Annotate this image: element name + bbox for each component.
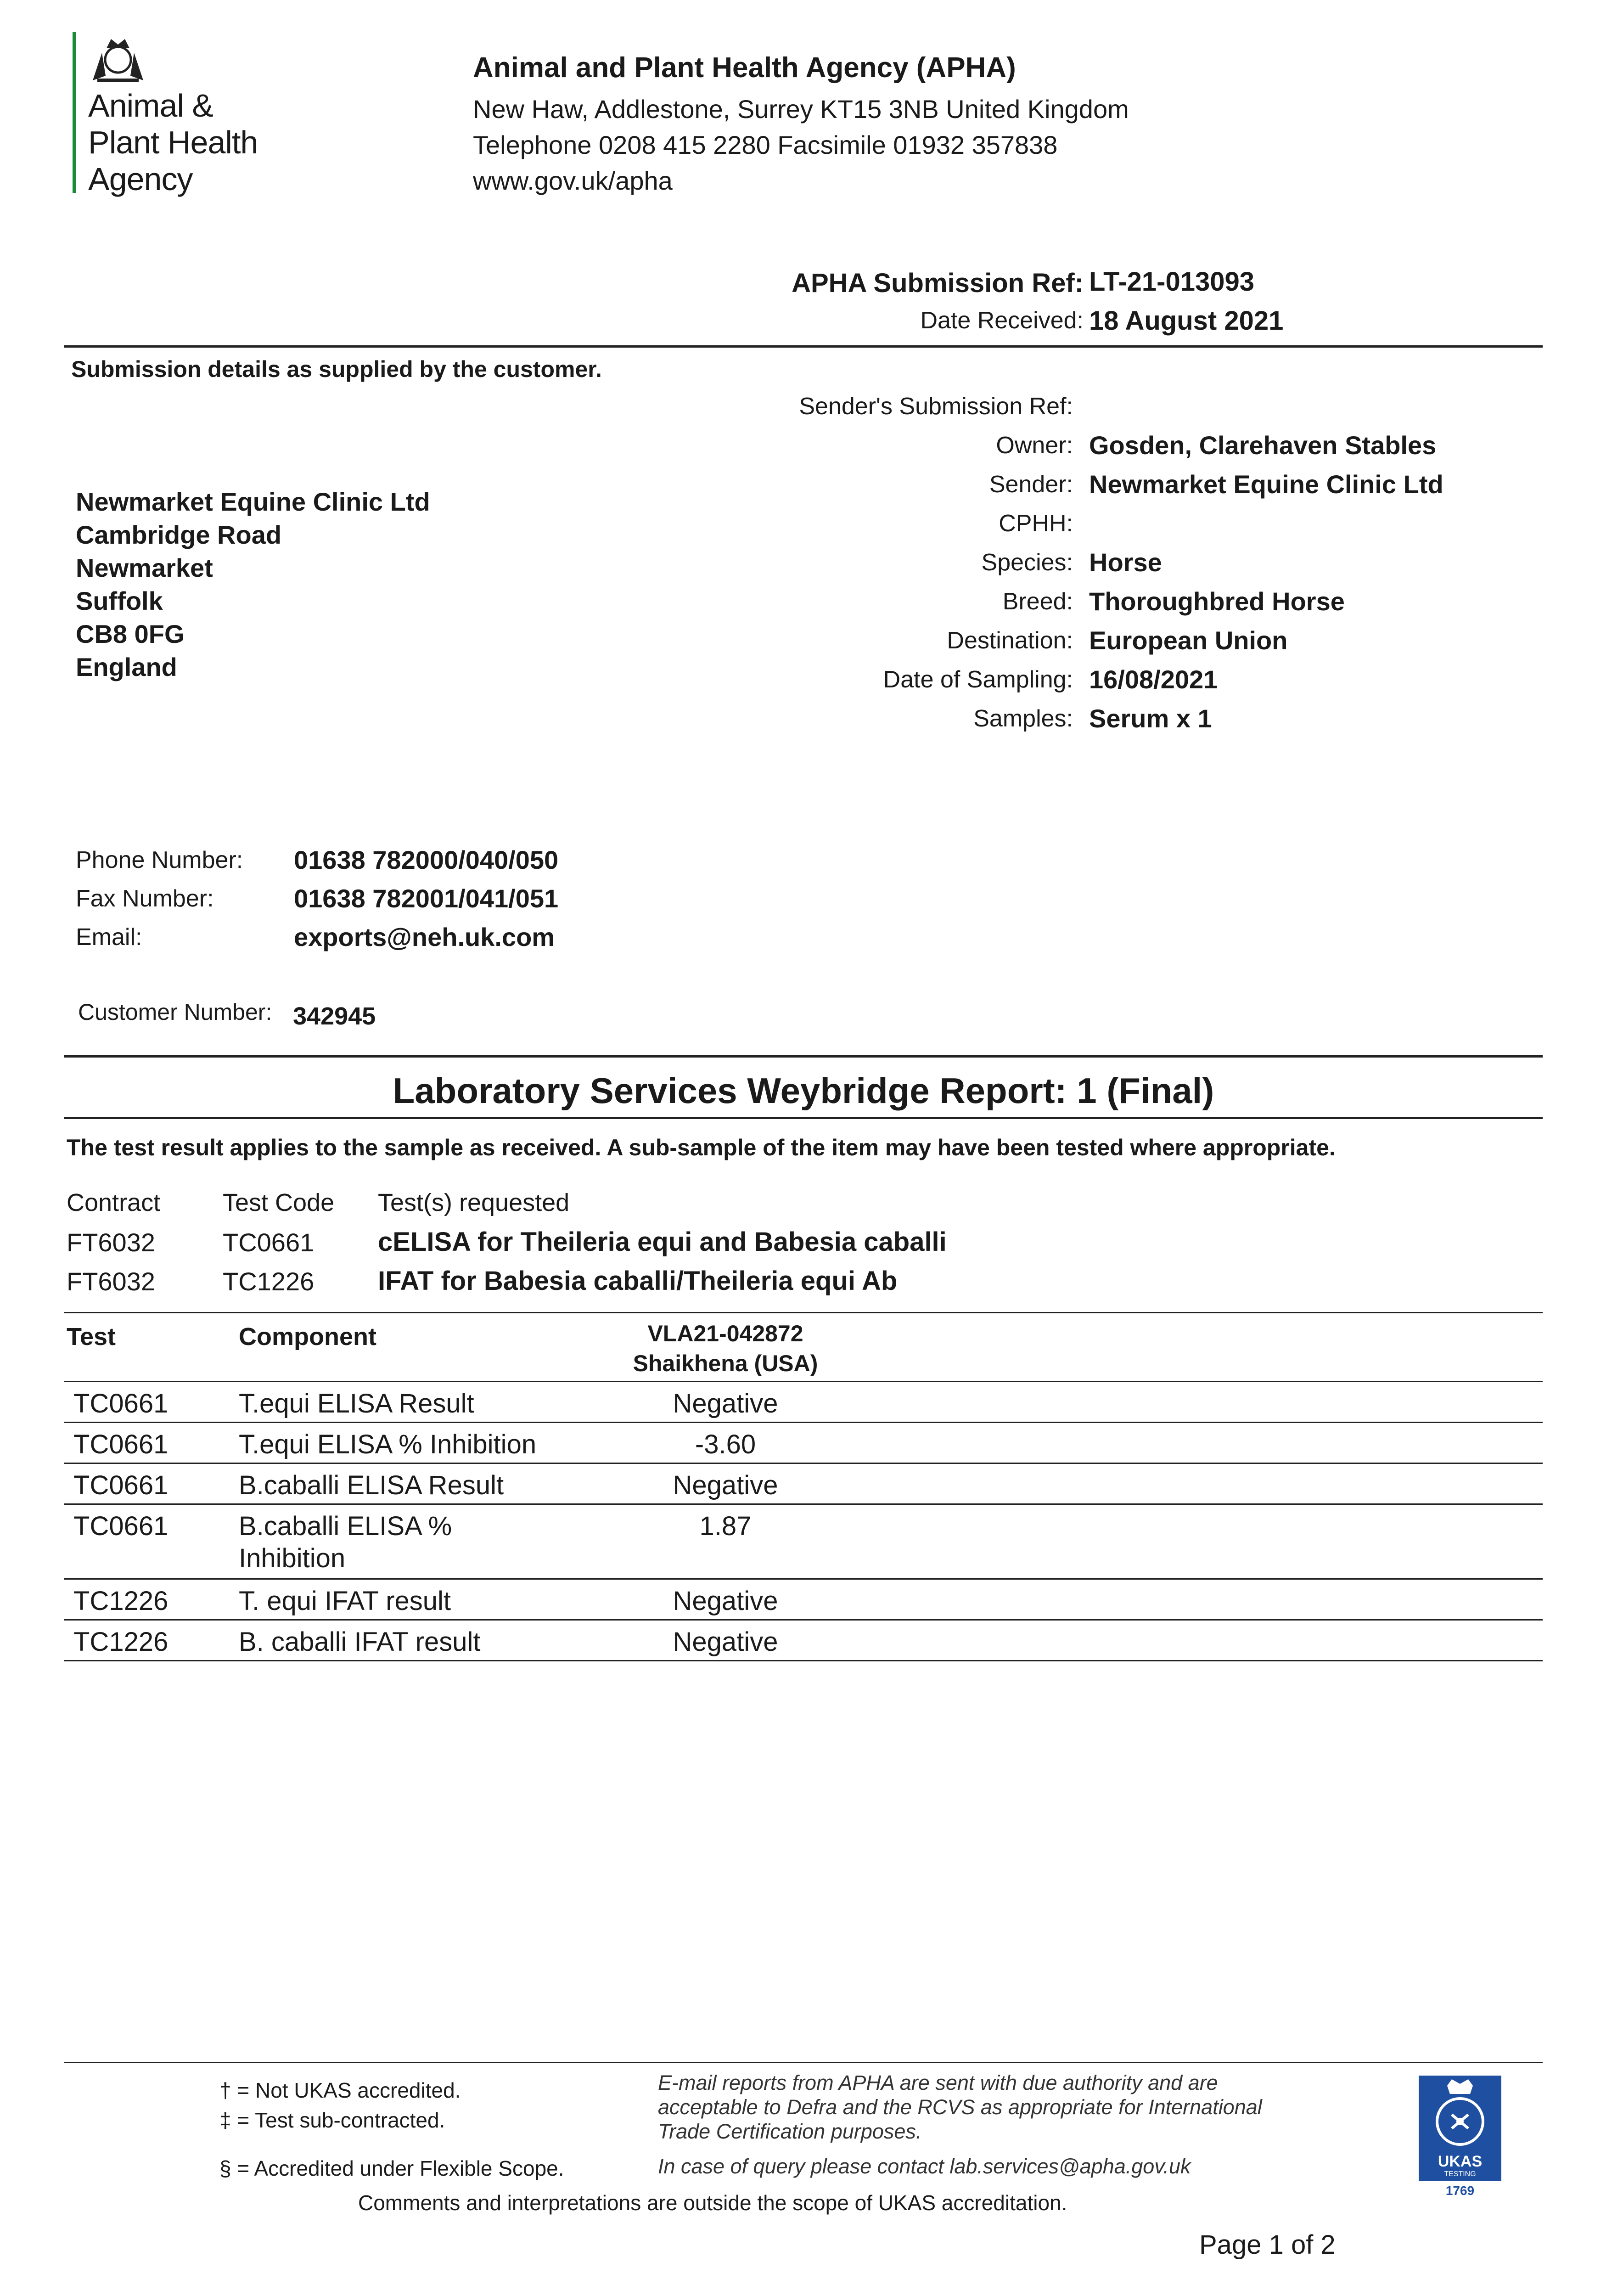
date-received-value: 18 August 2021 [1089,306,1284,336]
address-line: Newmarket Equine Clinic Ltd [76,487,430,516]
result-test-cell: TC1226 [73,1586,168,1616]
contract-cell: FT6032 [67,1228,155,1257]
results-header-component: Component [239,1323,376,1351]
email-note-line: E-mail reports from APHA are sent with due authority and are [658,2071,1218,2094]
detail-label-sender-ref: Sender's Submission Ref: [799,393,1073,420]
results-divider [64,1422,1543,1423]
page-number: Page 1 of 2 [1199,2230,1336,2260]
result-component-cell: T.equi ELISA Result [239,1389,474,1418]
result-test-cell: TC1226 [73,1627,168,1657]
results-header-test: Test [67,1323,116,1351]
detail-label-destination: Destination: [947,627,1073,654]
logo-green-bar [73,32,76,193]
legend-flexible-scope: § = Accredited under Flexible Scope. [219,2156,564,2180]
query-note: In case of query please contact lab.services@apha.gov.uk [658,2155,1191,2178]
result-component-cell: T.equi ELISA % Inhibition [239,1429,537,1459]
fax-value: 01638 782001/041/051 [294,884,559,913]
contract-cell: FT6032 [67,1267,155,1296]
date-received-label: Date Received: [920,307,1084,334]
footer-divider [64,2062,1543,2063]
results-divider [64,1578,1543,1580]
test-code-cell: TC0661 [223,1228,314,1257]
agency-name: Animal and Plant Health Agency (APHA) [473,52,1016,84]
ukas-logo-text: UKAS [1438,2153,1483,2170]
detail-value-samples: Serum x 1 [1089,704,1212,733]
detail-value-sampling-date: 16/08/2021 [1089,665,1218,694]
result-value-cell: 1.87 [699,1511,752,1541]
test-name-cell: cELISA for Theileria equi and Babesia caballi [378,1227,947,1257]
report-title: Laboratory Services Weybridge Report: 1 (Final) [393,1070,1214,1111]
submission-ref-value: LT-21-013093 [1089,267,1255,297]
divider-report-top [64,1055,1543,1058]
agency-website: www.gov.uk/apha [473,166,673,195]
detail-value-owner: Gosden, Clarehaven Stables [1089,431,1437,460]
detail-value-destination: European Union [1089,626,1288,655]
detail-label-cphh: CPHH: [999,510,1073,537]
result-value-cell: Negative [673,1586,778,1616]
result-component-cell-continued: Inhibition [239,1543,346,1573]
result-component-cell: B. caballi IFAT result [239,1627,481,1657]
royal-crest-icon [88,34,148,85]
detail-label-sampling-date: Date of Sampling: [883,666,1073,693]
results-divider [64,1660,1543,1661]
address-line: Cambridge Road [76,520,282,549]
agency-phone-fax: Telephone 0208 415 2280 Facsimile 01932 357838 [473,130,1058,159]
result-value-cell: Negative [673,1389,778,1418]
email-value: exports@neh.uk.com [294,923,555,951]
result-component-cell: B.caballi ELISA % [239,1511,452,1541]
ukas-logo-icon [1419,2076,1501,2181]
test-code-cell: TC1226 [223,1267,314,1296]
submission-ref-label: APHA Submission Ref: [792,268,1084,298]
detail-label-species: Species: [981,549,1073,576]
results-divider [64,1312,1543,1313]
customer-number-value: 342945 [293,1002,376,1030]
agency-address: New Haw, Addlestone, Surrey KT15 3NB United Kingdom [473,95,1129,124]
results-header-sample-id: VLA21-042872 [647,1321,803,1346]
email-note-line: acceptable to Defra and the RCVS as appropriate for International [658,2095,1262,2119]
test-name-cell: IFAT for Babesia caballi/Theileria equi Ab [378,1266,898,1296]
divider-report-bottom [64,1117,1543,1119]
results-divider [64,1463,1543,1464]
results-divider [64,1503,1543,1505]
address-line: Newmarket [76,553,213,582]
ukas-number: 1769 [1445,2183,1475,2198]
legend-not-accredited: † = Not UKAS accredited. [219,2078,461,2102]
customer-number-label: Customer Number: [78,999,272,1025]
results-header-sample-name: Shaikhena (USA) [633,1351,818,1376]
address-line: England [76,653,177,681]
detail-value-breed: Thoroughbred Horse [1089,587,1345,616]
legend-sub-contracted: ‡ = Test sub-contracted. [219,2108,445,2132]
detail-label-samples: Samples: [973,705,1073,732]
email-label: Email: [76,924,142,951]
result-value-cell: Negative [673,1470,778,1500]
email-note-line: Trade Certification purposes. [658,2120,922,2143]
results-divider [64,1619,1543,1621]
address-line: Suffolk [76,586,163,615]
supplied-note: Submission details as supplied by the customer. [71,356,602,382]
header-tests-requested: Test(s) requested [378,1189,570,1216]
result-test-cell: TC0661 [73,1511,168,1541]
detail-label-breed: Breed: [1002,588,1073,615]
detail-label-sender: Sender: [989,471,1073,498]
result-test-cell: TC0661 [73,1389,168,1418]
result-test-cell: TC0661 [73,1429,168,1459]
detail-value-species: Horse [1089,548,1162,577]
fax-label: Fax Number: [76,885,214,912]
divider-top [64,345,1543,348]
detail-value-sender: Newmarket Equine Clinic Ltd [1089,470,1443,499]
result-test-cell: TC0661 [73,1470,168,1500]
result-value-cell: Negative [673,1627,778,1657]
phone-value: 01638 782000/040/050 [294,845,559,874]
results-divider [64,1381,1543,1382]
detail-label-owner: Owner: [996,432,1073,459]
result-value-cell: -3.60 [695,1429,756,1459]
header-contract: Contract [67,1189,161,1216]
header-test-code: Test Code [223,1189,335,1216]
agency-logo-text: Animal & Plant Health Agency [88,88,258,197]
address-line: CB8 0FG [76,619,185,648]
result-component-cell: T. equi IFAT result [239,1586,451,1616]
phone-label: Phone Number: [76,847,243,873]
ukas-logo-subtext: TESTING [1444,2170,1476,2178]
report-note: The test result applies to the sample as received. A sub-sample of the item may have been tested where appropriate. [67,1135,1336,1160]
result-component-cell: B.caballi ELISA Result [239,1470,504,1500]
ukas-scope-note: Comments and interpretations are outside the scope of UKAS accreditation. [358,2191,1067,2215]
